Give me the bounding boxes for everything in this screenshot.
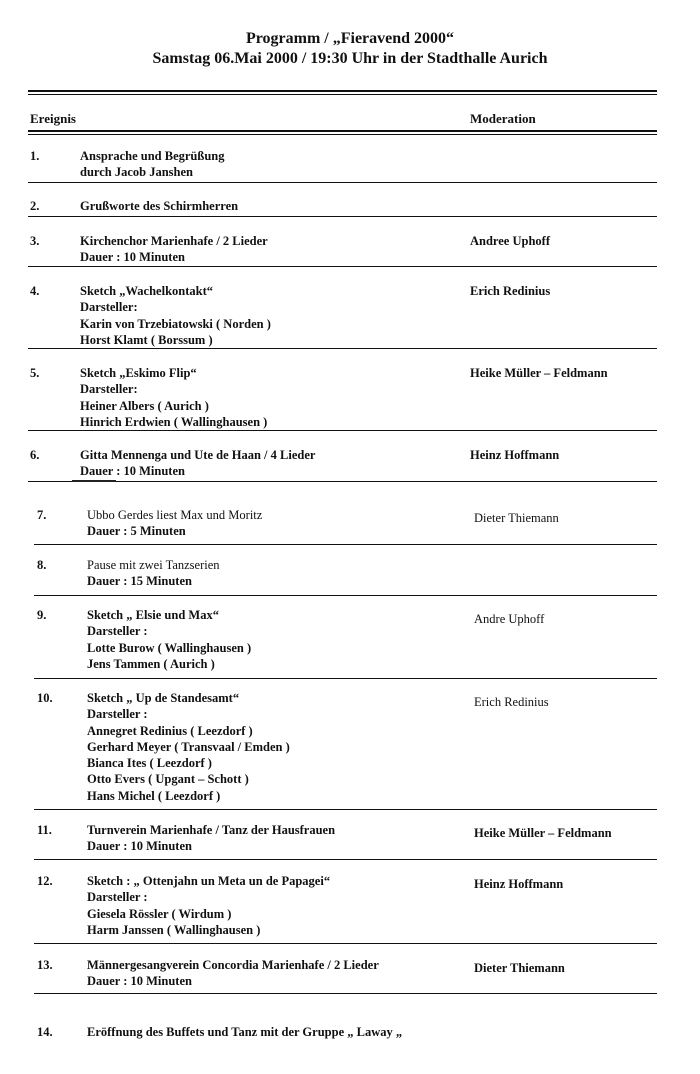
item-description xyxy=(80,233,268,266)
item-moderator: Andre Uphoff xyxy=(474,612,545,626)
item-moderator: Erich Redinius xyxy=(474,695,549,709)
item-moderator: Dieter Thiemann xyxy=(474,961,565,975)
item-description xyxy=(80,283,271,348)
top-double-rule-2 xyxy=(28,94,657,95)
item-line: durch Jacob Janshen xyxy=(80,165,193,180)
item-separator-rule xyxy=(34,859,657,860)
item-line: Dauer : 5 Minuten xyxy=(87,524,186,539)
item-line: Darsteller: xyxy=(80,382,138,397)
item-number: 9. xyxy=(37,608,47,622)
item-number: 3. xyxy=(30,234,40,248)
item-line: Darsteller: xyxy=(80,300,138,315)
document-title: Programm / „Fieravend 2000“ xyxy=(245,30,455,47)
item-line: Dauer : 10 Minuten xyxy=(87,974,192,989)
item-line: Giesela Rössler ( Wirdum ) xyxy=(87,906,232,921)
item-separator-rule xyxy=(34,678,657,679)
item-number: 12. xyxy=(37,874,53,888)
item-number: 2. xyxy=(30,199,40,213)
item-separator-rule xyxy=(34,544,657,545)
item-line: Sketch : „ Ottenjahn un Meta un de Papagei“ xyxy=(87,874,331,888)
item-number: 1. xyxy=(30,149,40,163)
item-line: Ubbo Gerdes liest Max und Moritz xyxy=(87,508,263,522)
item-line: Ansprache und Begrüßung xyxy=(80,149,225,163)
item-number: 4. xyxy=(30,284,40,298)
item-line: Turnverein Marienhafe / Tanz der Hausfrauen xyxy=(87,823,336,837)
item-separator-rule xyxy=(28,348,657,349)
item-description xyxy=(87,873,330,938)
item-number: 7. xyxy=(37,508,47,522)
item-line: Darsteller : xyxy=(87,890,148,905)
item-moderator: Heinz Hoffmann xyxy=(470,448,560,462)
item-line: Sketch „ Elsie und Max“ xyxy=(87,608,219,622)
item-line: Gitta Mennenga und Ute de Haan / 4 Lieder xyxy=(80,448,316,462)
item-moderator: Erich Redinius xyxy=(470,284,551,298)
item-separator-rule xyxy=(34,993,657,994)
item-line: Darsteller : xyxy=(87,707,148,722)
item-moderator: Dieter Thiemann xyxy=(474,511,559,525)
item-line: Hinrich Erdwien ( Wallinghausen ) xyxy=(80,414,268,429)
item-description xyxy=(80,447,315,480)
item-line: Dauer : 10 Minuten xyxy=(87,839,192,854)
item-description xyxy=(80,365,267,430)
document-subtitle: Samstag 06.Mai 2000 / 19:30 Uhr in der Stadthalle Aurich xyxy=(152,50,548,67)
item-line: Lotte Burow ( Wallinghausen ) xyxy=(87,640,252,655)
item-line: Männergesangverein Concordia Marienhafe / 2 Lieder xyxy=(87,958,379,972)
item-separator-rule xyxy=(28,266,657,267)
item-line: Otto Evers ( Upgant – Schott ) xyxy=(87,772,249,787)
column-header-event: Ereignis xyxy=(30,111,76,126)
item-line: Horst Klamt ( Borssum ) xyxy=(80,332,213,347)
item-line: Sketch „Eskimo Flip“ xyxy=(80,366,197,380)
item-number: 14. xyxy=(37,1025,53,1039)
item-separator-rule xyxy=(34,595,657,596)
item-line: Bianca Ites ( Leezdorf ) xyxy=(87,756,212,771)
item-line: Sketch „Wachelkontakt“ xyxy=(80,284,214,298)
item-description xyxy=(87,507,262,540)
item-line: Annegret Redinius ( Leezdorf ) xyxy=(87,723,253,738)
top-double-rule-1 xyxy=(28,90,657,92)
scan-underline-mark xyxy=(72,480,116,482)
item-line: Hans Michel ( Leezdorf ) xyxy=(87,788,221,803)
item-separator-rule xyxy=(28,430,657,431)
item-line: Grußworte des Schirmherren xyxy=(80,199,239,213)
item-moderator: Andree Uphoff xyxy=(470,234,550,248)
column-header-moderation: Moderation xyxy=(470,111,536,126)
item-line: Eröffnung des Buffets und Tanz mit der Gruppe „ Laway „ xyxy=(87,1025,403,1039)
item-line: Heiner Albers ( Aurich ) xyxy=(80,398,209,413)
item-line: Jens Tammen ( Aurich ) xyxy=(87,656,215,671)
item-description xyxy=(87,607,251,672)
item-separator-rule xyxy=(28,182,657,183)
item-line: Darsteller : xyxy=(87,624,148,639)
item-separator-rule xyxy=(34,943,657,944)
item-moderator: Heinz Hoffmann xyxy=(474,877,564,891)
item-line: Sketch „ Up de Standesamt“ xyxy=(87,691,240,705)
item-number: 10. xyxy=(37,691,53,705)
header-double-rule-1 xyxy=(28,130,657,132)
item-moderator: Heike Müller – Feldmann xyxy=(474,826,612,840)
item-number: 6. xyxy=(30,448,40,462)
item-number: 5. xyxy=(30,366,40,380)
item-line: Karin von Trzebiatowski ( Norden ) xyxy=(80,316,271,331)
header-double-rule-2 xyxy=(28,134,657,135)
item-line: Pause mit zwei Tanzserien xyxy=(87,558,220,572)
item-moderator: Heike Müller – Feldmann xyxy=(470,366,608,380)
item-line: Dauer : 15 Minuten xyxy=(87,574,192,589)
item-description xyxy=(87,557,220,590)
item-separator-rule xyxy=(28,481,657,482)
item-description xyxy=(80,198,238,214)
item-line: Dauer : 10 Minuten xyxy=(80,250,185,265)
item-number: 8. xyxy=(37,558,47,572)
item-line: Dauer : 10 Minuten xyxy=(80,464,185,479)
item-line: Kirchenchor Marienhafe / 2 Lieder xyxy=(80,234,268,248)
item-separator-rule xyxy=(28,216,657,217)
item-description xyxy=(87,957,379,990)
item-separator-rule xyxy=(34,809,657,810)
item-description xyxy=(87,822,335,855)
item-number: 13. xyxy=(37,958,53,972)
item-line: Harm Janssen ( Wallinghausen ) xyxy=(87,922,261,937)
item-line: Gerhard Meyer ( Transvaal / Emden ) xyxy=(87,739,290,754)
item-description xyxy=(87,690,290,804)
item-number: 11. xyxy=(37,823,52,837)
item-description xyxy=(87,1024,402,1040)
item-description xyxy=(80,148,225,181)
